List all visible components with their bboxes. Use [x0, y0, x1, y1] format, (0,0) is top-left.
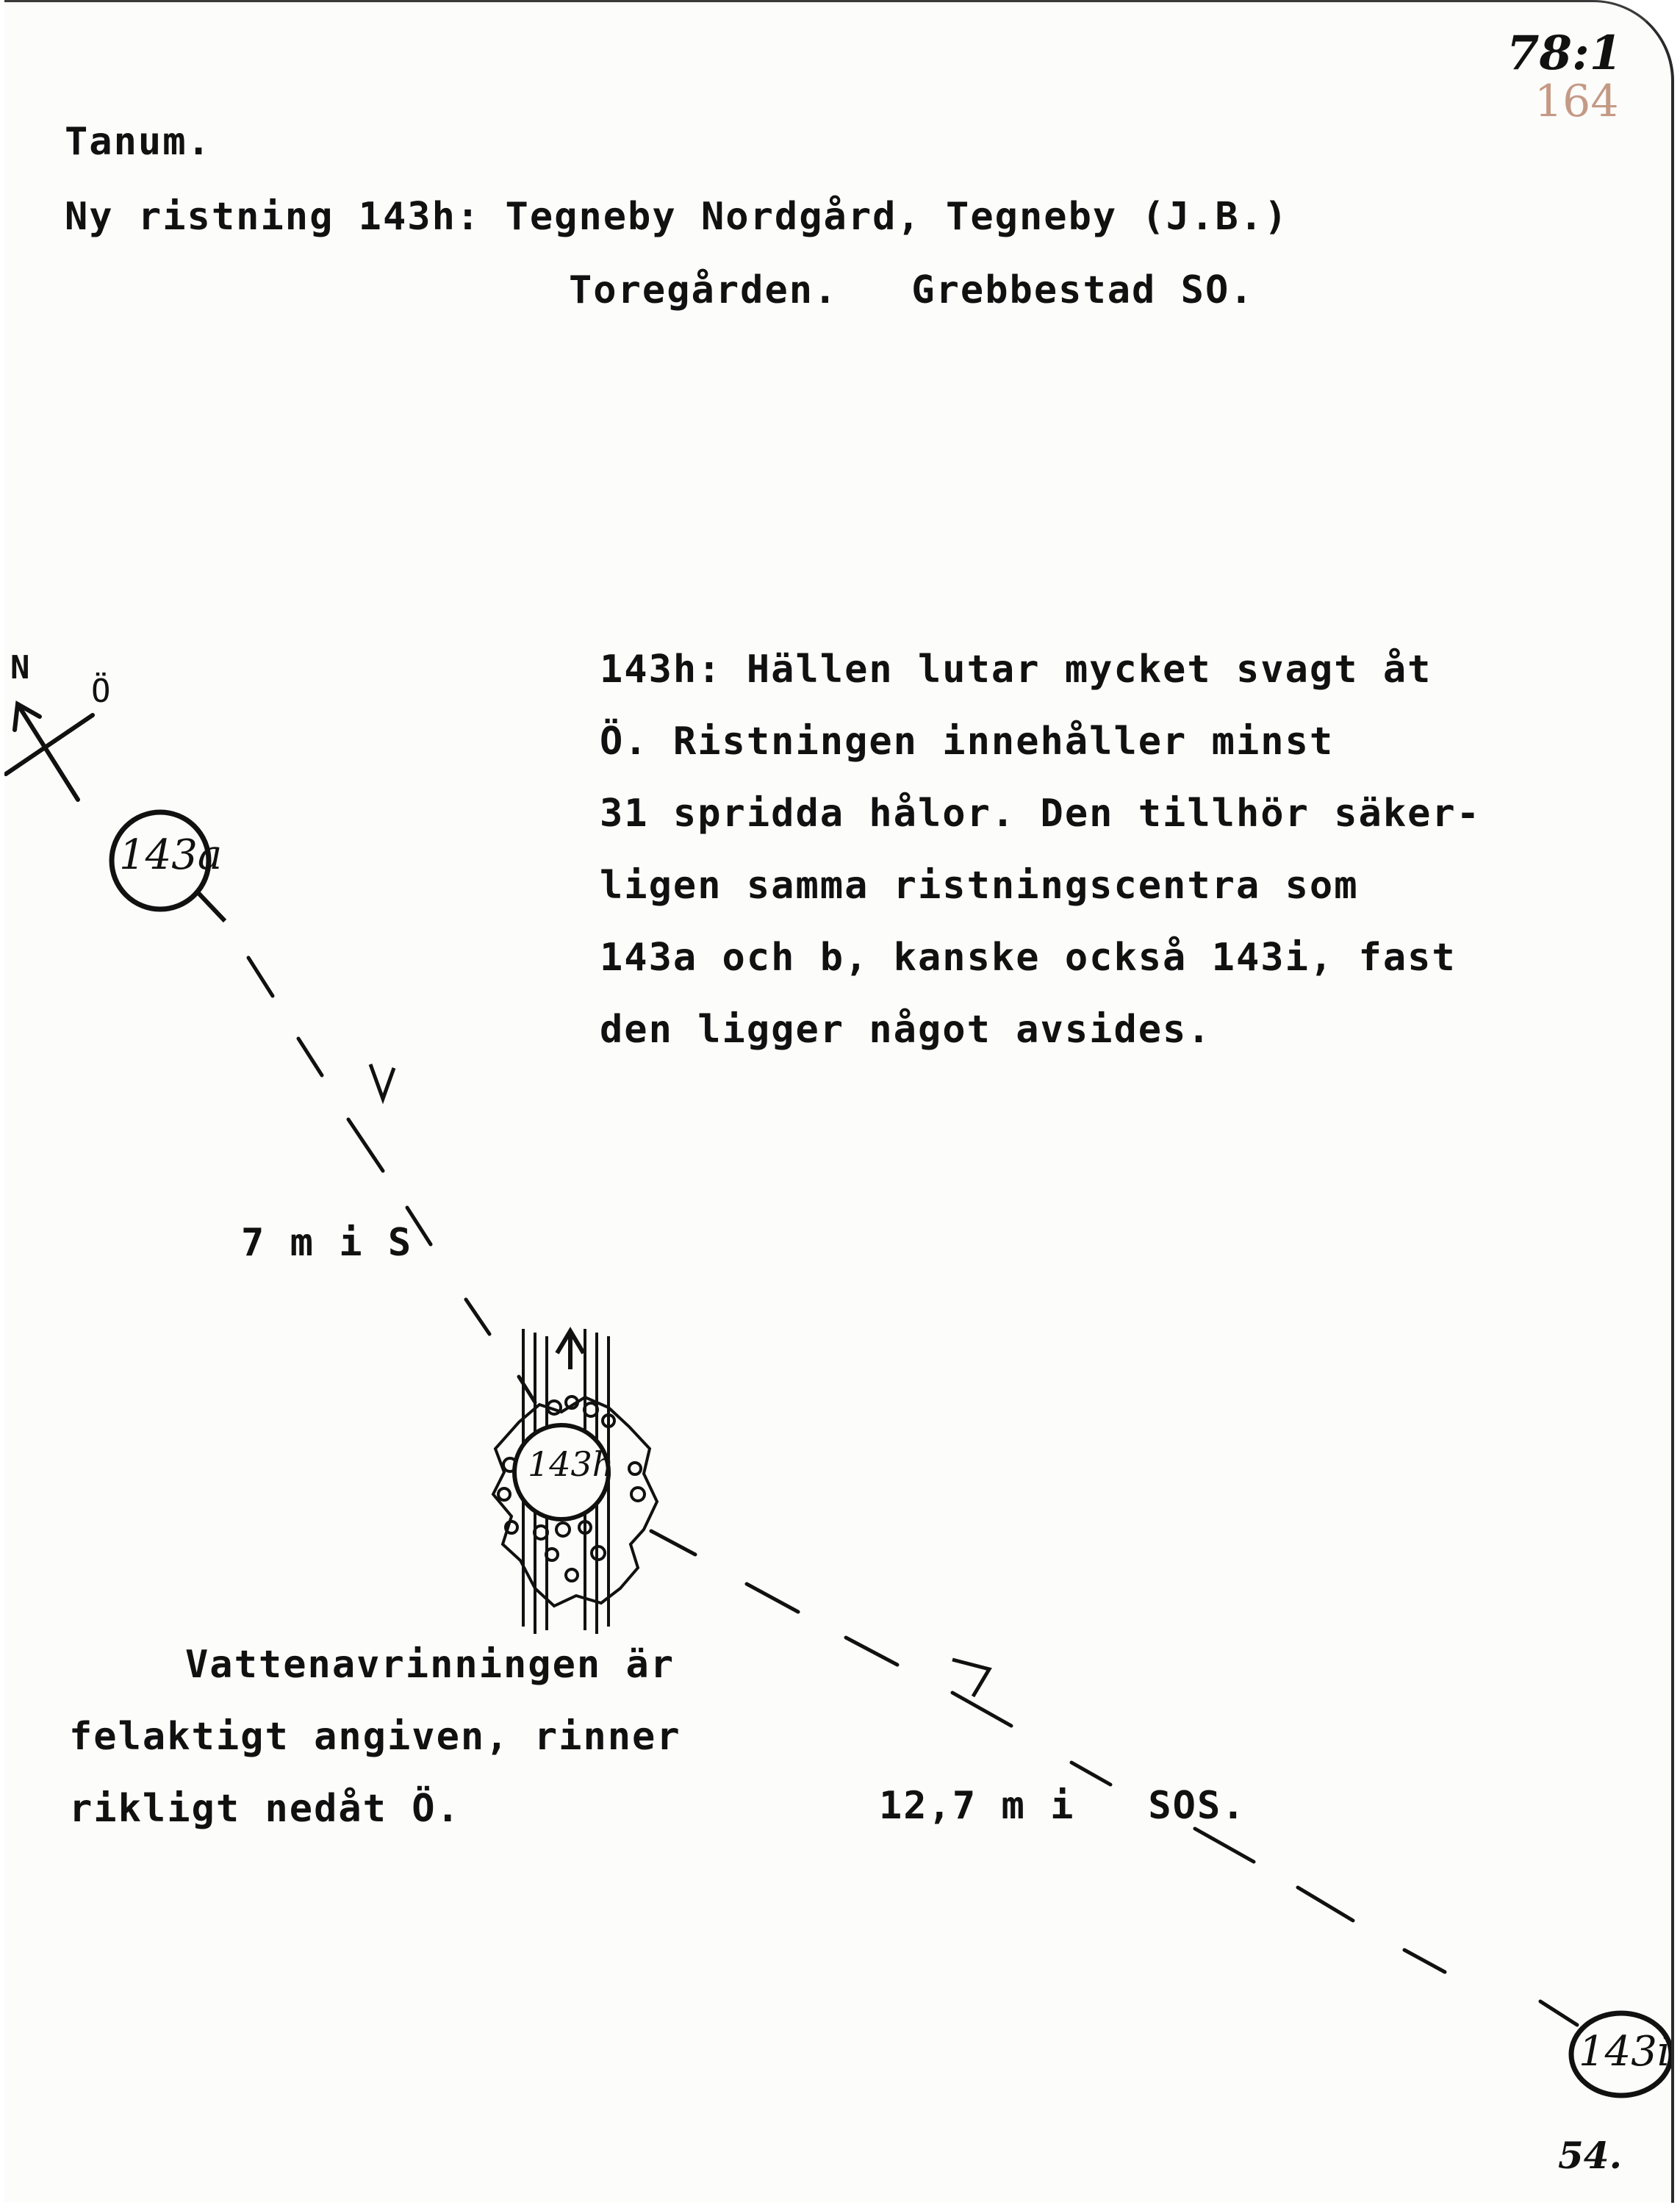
note-line-3: rikligt nedåt Ö.	[69, 1787, 461, 1831]
description-line-2: Ö. Ristningen innehåller minst	[600, 720, 1335, 764]
dashed-path-h-i	[651, 1531, 1577, 2025]
compass-icon	[6, 704, 93, 800]
header-line-1: Ny ristning 143h: Tegneby Nordgård, Tegneby (J.B.)	[65, 195, 1289, 239]
note-line-1: Vattenavrinningen är	[185, 1643, 675, 1687]
compass-north-label: N	[10, 649, 32, 686]
parish-label: Tanum.	[65, 120, 212, 164]
site-143i-label: 143i	[1579, 2028, 1670, 2076]
description-line-6: den ligger något avsides.	[600, 1008, 1212, 1052]
description-line-3: 31 spridda hålor. Den tillhör säker-	[600, 792, 1482, 836]
compass-east-label: Ö	[91, 673, 112, 710]
site-143h-label: 143h	[528, 1444, 614, 1484]
pencil-number: 164	[1534, 76, 1619, 127]
header-line-2: Toregården. Grebbestad SO.	[569, 268, 1254, 312]
description-line-1: 143h: Hällen lutar mycket svagt åt	[600, 648, 1432, 692]
card-number: 78:1	[1507, 26, 1623, 81]
page-number: 54.	[1558, 2134, 1622, 2177]
description-line-4: ligen samma ristningscentra som	[600, 864, 1359, 908]
distance-label-2: 12,7 m i SOS.	[879, 1784, 1246, 1828]
site-143a-label: 143a	[119, 831, 223, 879]
description-line-5: 143a och b, kanske också 143i, fast	[600, 936, 1457, 980]
arrow-icon	[370, 1064, 394, 1099]
index-card	[4, 0, 1674, 2203]
note-line-2: felaktigt angiven, rinner	[69, 1715, 681, 1759]
distance-label-1: 7 m i S	[241, 1221, 413, 1265]
arrow-icon	[952, 1660, 989, 1696]
site-sketch	[4, 2, 1671, 2203]
dashed-path-a-h	[248, 958, 535, 1402]
